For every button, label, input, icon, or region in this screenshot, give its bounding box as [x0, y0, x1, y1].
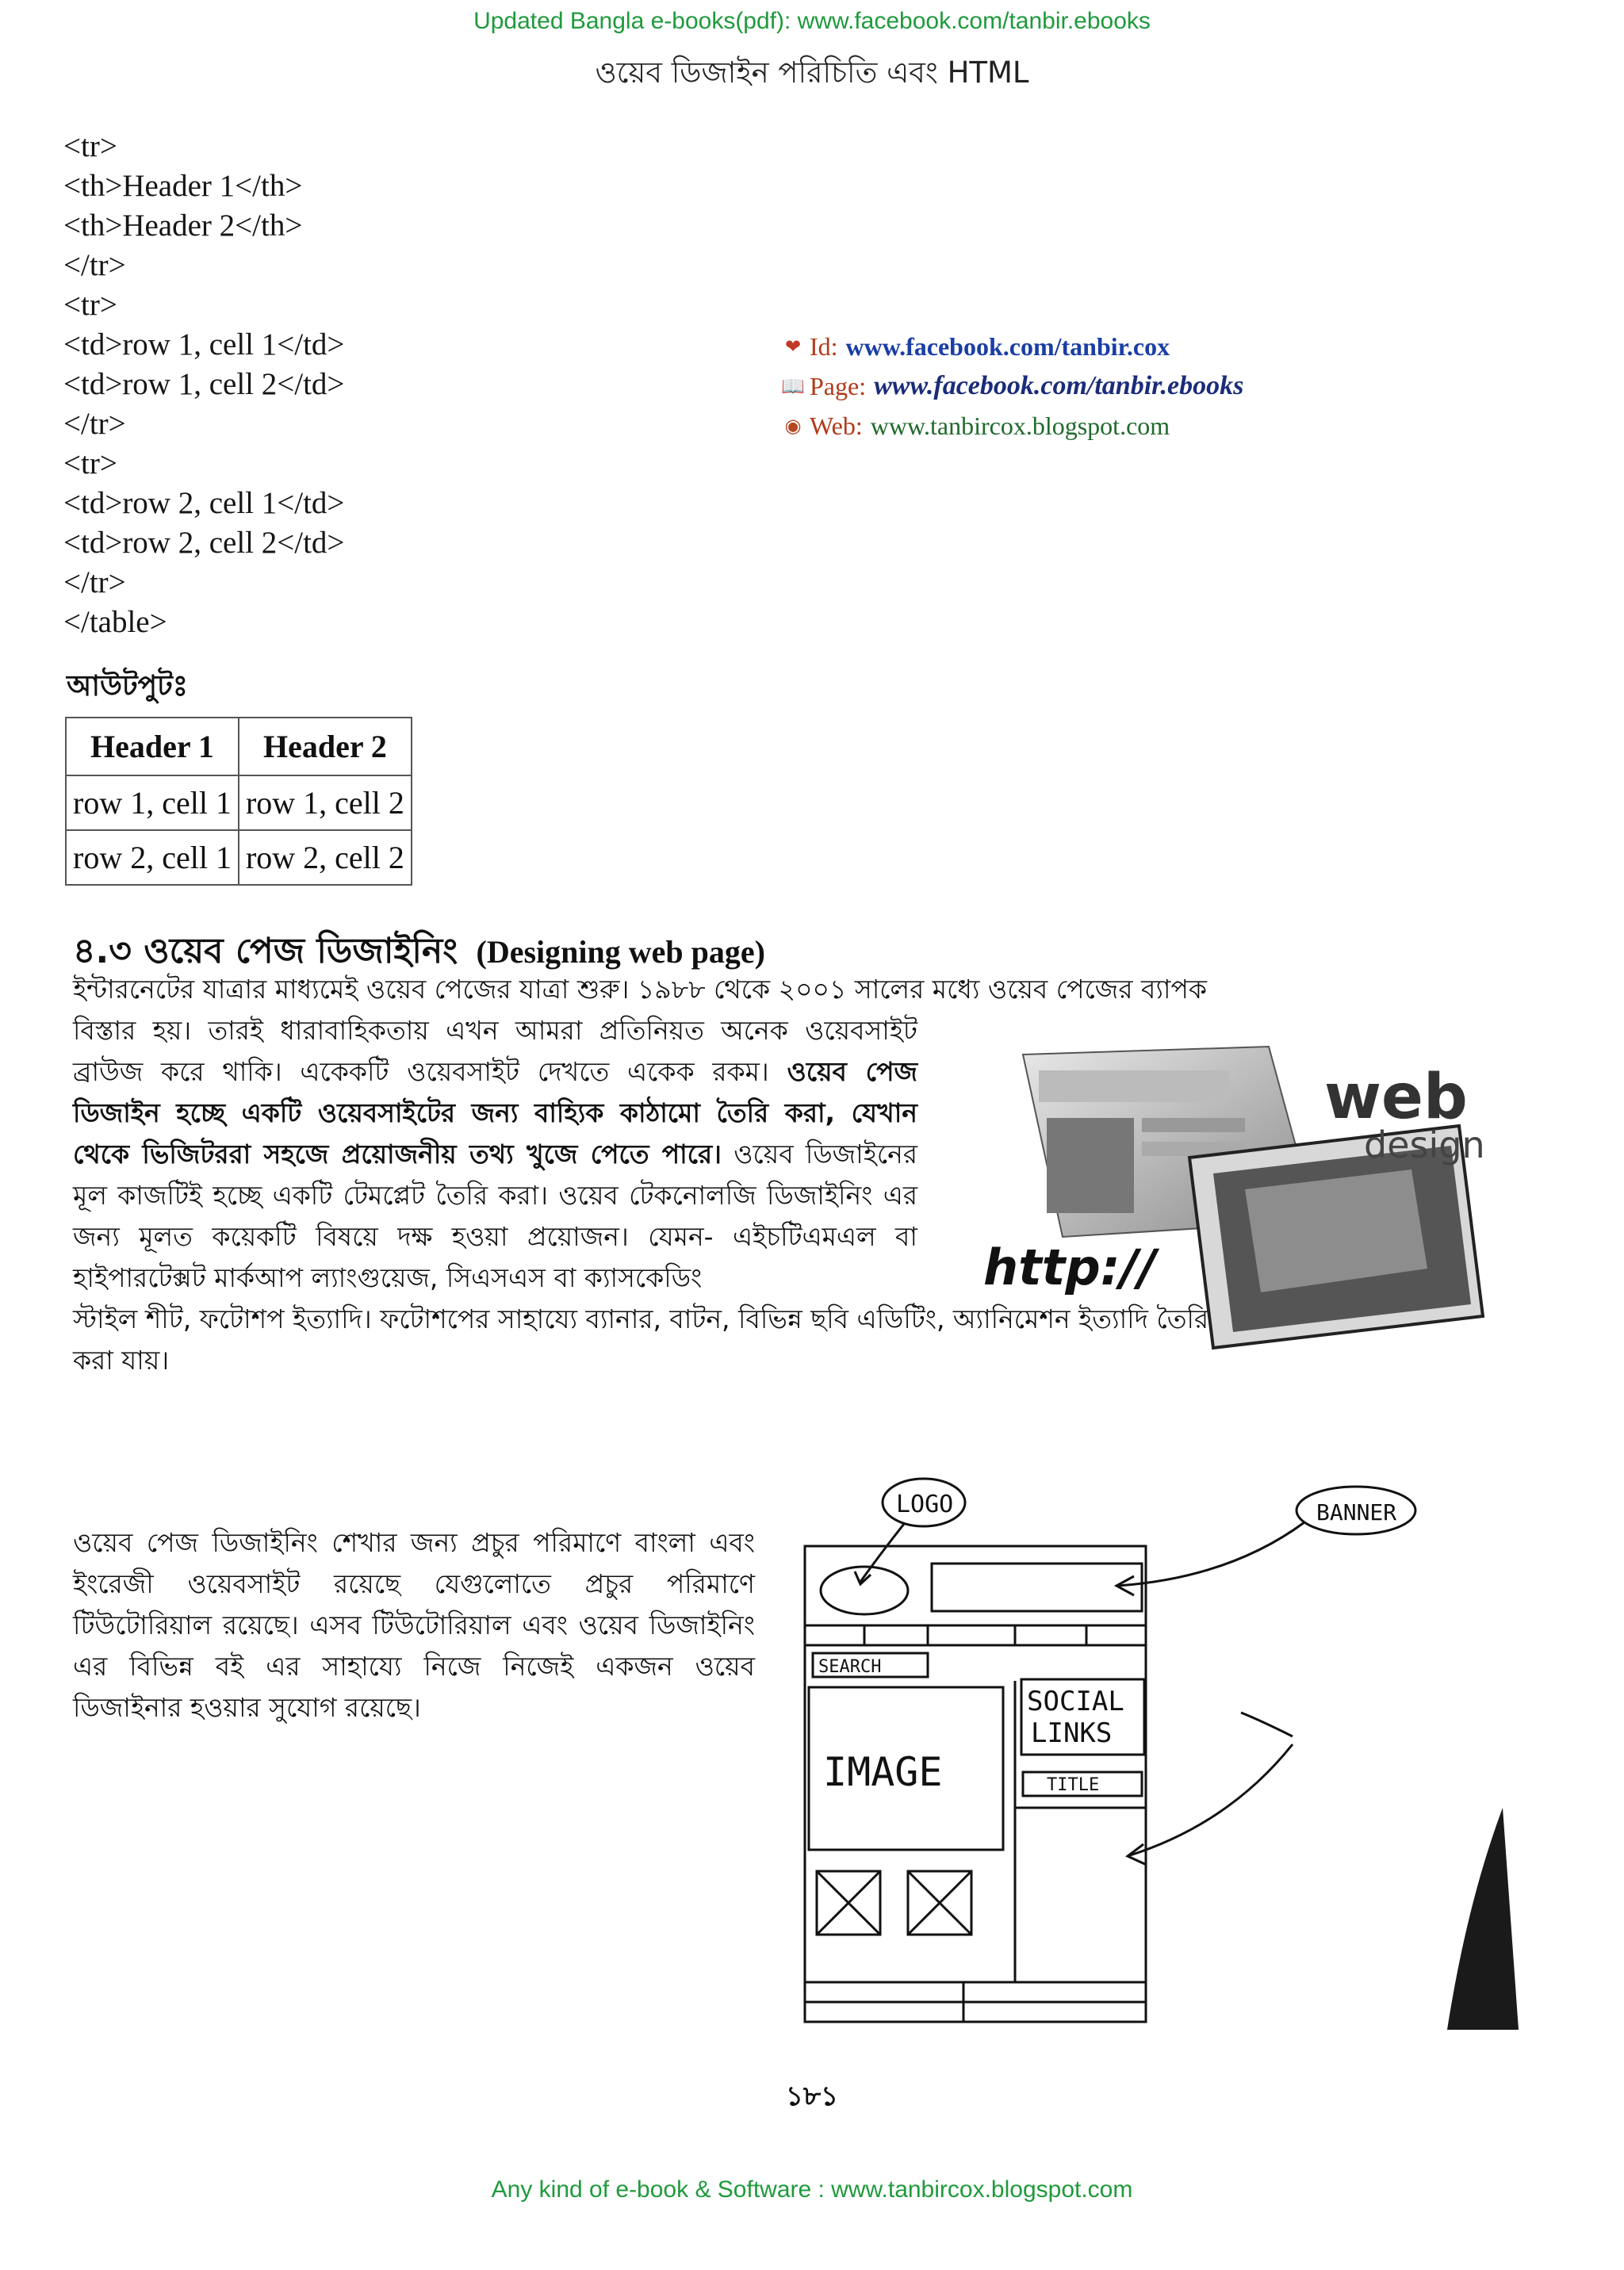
- id-label: Id:: [810, 332, 838, 361]
- web-link[interactable]: www.tanbircox.blogspot.com: [870, 412, 1170, 440]
- paragraph-line: ইন্টারনেটের যাত্রার মাধ্যমেই ওয়েব পেজের যাত্রা শুরু। ১৯৮৮ থেকে ২০০১ সালের মধ্যে ওয়েব পেজের ব্যাপক: [73, 974, 1207, 1005]
- section-title-bn: ৪.৩ ওয়েব পেজ ডিজাইনিং: [73, 931, 458, 971]
- code-line: <td>row 1, cell 1</td>: [63, 327, 345, 362]
- open-book-icon: 📖: [781, 375, 805, 397]
- page-label: Page:: [810, 372, 867, 400]
- web-design-illustration: [983, 1031, 1491, 1364]
- table-header-cell: Header 1: [66, 718, 239, 775]
- code-line: </table>: [63, 605, 167, 639]
- web-label: Web:: [810, 412, 863, 440]
- table-row: [66, 775, 412, 830]
- paragraph-text: ওয়েব ডিজাইনের মূল কাজটিই হচ্ছে একটি টেমপ্লেট তৈরি করা। ওয়েব টেকনোলজি ডিজাইনিং এর জন্য মূলত কয়েকটি বিষয়ে দক্ষ হওয়া প্রয়োজন। যেমন- এইচটিএমএল বা হাইপারটেক্সট মার্কআপ ল্যাংগুয়েজ, সিএসএস বা ক্যাসকেডিং: [73, 1139, 917, 1293]
- heart-pin-icon: ❤: [784, 335, 802, 358]
- web-word: web: [1324, 1062, 1468, 1133]
- links-label: LINKS: [1031, 1717, 1113, 1749]
- code-line: </tr>: [63, 565, 126, 599]
- code-line: <td>row 1, cell 2</td>: [63, 367, 345, 401]
- design-word: design: [1364, 1124, 1485, 1166]
- page-link-row[interactable]: [781, 366, 1243, 406]
- table-cell: row 1, cell 1: [66, 775, 239, 830]
- code-line: <tr>: [63, 129, 117, 163]
- sidebar-arrow: [1130, 1744, 1293, 1855]
- running-head: ওয়েব ডিজাইন পরিচিতি এবং HTML: [595, 56, 1029, 90]
- paragraph-line: স্টাইল শীট, ফটোশপ ইত্যাদি। ফটোশপের সাহায্যে ব্যানার, বাটন, বিভিন্ন ছবি এডিটিং, অ্যানিমেশন ইত্যাদি তৈরি: [73, 1303, 1209, 1334]
- tutorial-paragraph: ওয়েব পেজ ডিজাইনিং শেখার জন্য প্রচুর পরিমাণে বাংলা এবং ইংরেজী ওয়েবসাইট রয়েছে যেগুলোতে প্রচুর পরিমাণে টিউটোরিয়াল রয়েছে। এসব টিউটোরিয়াল এবং ওয়েব ডিজাইনিং এর বিভিন্ন বই এর সাহায্যে নিজে নিজেই একজন ওয়েব ডিজাইনার হওয়ার সুযোগ রয়েছে।: [73, 1527, 755, 1723]
- paragraph-line: করা যায়।: [73, 1345, 170, 1376]
- pen-tip-shadow: [1447, 1808, 1519, 2030]
- search-label: SEARCH: [818, 1657, 882, 1677]
- code-line: <th>Header 1</th>: [63, 169, 303, 203]
- screen-header: [1039, 1070, 1229, 1102]
- code-line: </tr>: [63, 248, 126, 282]
- contact-links: [781, 327, 1243, 446]
- table-cell: row 2, cell 1: [66, 830, 239, 885]
- code-line: <tr>: [63, 446, 117, 480]
- code-line: <td>row 2, cell 2</td>: [63, 526, 345, 560]
- table-cell: row 1, cell 2: [239, 775, 412, 830]
- page-link[interactable]: www.facebook.com/tanbir.ebooks: [874, 371, 1244, 400]
- table-header-cell: Header 2: [239, 718, 412, 775]
- section-title-en: (Designing web page): [476, 934, 765, 970]
- page-number: ১৮১: [785, 2081, 839, 2112]
- logo-placeholder: [821, 1567, 908, 1614]
- banner-placeholder: [932, 1564, 1142, 1611]
- globe-icon: ◉: [784, 415, 802, 437]
- web-link-row[interactable]: [781, 406, 1243, 446]
- table-row: [66, 830, 412, 885]
- http-word: http://: [983, 1238, 1156, 1296]
- arrow-head: [1128, 1844, 1147, 1865]
- callout-arrow: [860, 1524, 904, 1582]
- table-header-row: [66, 718, 412, 775]
- output-label: আউটপুটঃ: [67, 670, 188, 702]
- screen-text-bar: [1142, 1118, 1245, 1132]
- image-label: IMAGE: [823, 1749, 943, 1795]
- logo-label: LOGO: [896, 1491, 954, 1518]
- code-line: <tr>: [63, 288, 117, 322]
- banner-label: BANNER: [1316, 1499, 1397, 1525]
- title-label: TITLE: [1047, 1775, 1100, 1795]
- code-line: <th>Header 2</th>: [63, 209, 303, 243]
- bottom-banner-link[interactable]: Any kind of e-book & Software : www.tanbircox.blogspot.com: [491, 2176, 1133, 2203]
- top-banner-link[interactable]: Updated Bangla e-books(pdf): www.facebook.com/tanbir.ebooks: [473, 8, 1151, 34]
- code-line: </tr>: [63, 407, 126, 441]
- screen-photo: [1047, 1118, 1134, 1213]
- wireframe-sketch: [785, 1475, 1522, 2030]
- paragraph-body: [73, 1010, 917, 1299]
- paragraph-bold-text: ওয়েব পেজ ডিজাইন হচ্ছে একটি ওয়েবসাইটের জন্য বাহ্যিক কাঠামো তৈরি করা, যেখান থেকে ভিজিটররা সহজে প্রয়োজনীয় তথ্য খুজে পেতে পারে।: [73, 1056, 917, 1169]
- sketch-stroke: [1241, 1713, 1293, 1736]
- output-table: [65, 717, 412, 886]
- paragraph-text: বিস্তার হয়। তারই ধারাবাহিকতায় এখন আমরা প্রতিনিয়ত অনেক ওয়েবসাইট ব্রাউজ করে থাকি। একেকটি ওয়েবসাইট দেখতে একেক রকম।: [73, 1015, 917, 1087]
- social-label: SOCIAL: [1027, 1686, 1124, 1717]
- code-line: <td>row 2, cell 1</td>: [63, 486, 345, 520]
- id-link-row[interactable]: [781, 327, 1243, 366]
- table-cell: row 2, cell 2: [239, 830, 412, 885]
- id-link[interactable]: www.facebook.com/tanbir.cox: [845, 332, 1170, 361]
- html-code-listing: [63, 127, 344, 642]
